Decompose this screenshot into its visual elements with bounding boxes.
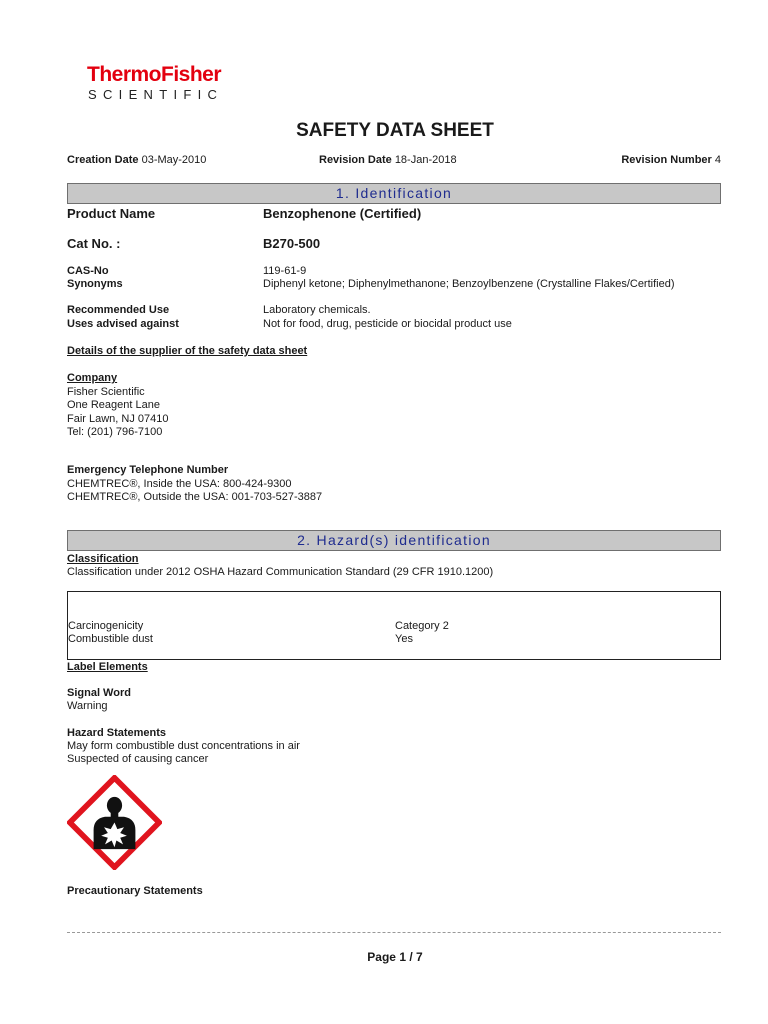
cat-no-label: Cat No. : xyxy=(67,236,121,251)
emergency-label: Emergency Telephone Number xyxy=(67,464,229,476)
hazard-category: Category 2 xyxy=(395,620,449,632)
revision-date xyxy=(319,154,457,166)
page-label: Page xyxy=(367,950,396,964)
hazard-statements-label: Hazard Statements xyxy=(67,727,167,739)
company-label: Company xyxy=(67,372,118,384)
signal-word-value: Warning xyxy=(67,700,108,712)
uses-advised-against-label: Uses advised against xyxy=(67,318,179,330)
revision-number-value: 4 xyxy=(714,154,721,166)
synonyms-label: Synonyms xyxy=(67,278,123,290)
revision-number xyxy=(621,154,721,166)
thermofisher-logo-wordmark: ThermoFisher xyxy=(87,63,222,86)
revision-number-label: Revision Number xyxy=(621,154,712,166)
hazard-class: Carcinogenicity xyxy=(68,620,144,632)
ghs-health-hazard-icon xyxy=(67,775,162,870)
product-name-value: Benzophenone (Certified) xyxy=(263,206,422,221)
hazard-statement: Suspected of causing cancer xyxy=(67,753,209,765)
classification-table xyxy=(67,591,721,660)
creation-date-value: 03-May-2010 xyxy=(141,154,207,166)
uses-advised-against-value: Not for food, drug, pesticide or biocidal product use xyxy=(263,318,512,330)
hazard-class: Combustible dust xyxy=(68,633,153,645)
signal-word-label: Signal Word xyxy=(67,687,131,699)
company-line: Fisher Scientific xyxy=(67,385,145,398)
emergency-line: CHEMTREC®, Inside the USA: 800-424-9300 xyxy=(67,477,292,490)
thermofisher-logo-subtitle: SCIENTIFIC xyxy=(88,87,224,102)
hazard-category: Yes xyxy=(395,633,413,645)
page-value: 1 / 7 xyxy=(399,950,423,964)
company-line: Fair Lawn, NJ 07410 xyxy=(67,412,169,425)
recommended-use-label: Recommended Use xyxy=(67,304,170,316)
synonyms-value: Diphenyl ketone; Diphenylmethanone; Benzoylbenzene (Crystalline Flakes/Certified) xyxy=(263,278,675,290)
label-elements-heading: Label Elements xyxy=(67,661,148,673)
recommended-use-value: Laboratory chemicals. xyxy=(263,304,371,316)
classification-text: Classification under 2012 OSHA Hazard Communication Standard (29 CFR 1910.1200) xyxy=(67,566,494,578)
footer-divider xyxy=(67,932,721,933)
cas-no-value: 119-61-9 xyxy=(263,265,307,277)
revision-date-label: Revision Date xyxy=(319,154,392,166)
creation-date xyxy=(67,154,206,166)
emergency-line: CHEMTREC®, Outside the USA: 001-703-527-3887 xyxy=(67,491,323,503)
section-1-heading: 1. Identification xyxy=(67,183,721,204)
classification-label: Classification xyxy=(67,553,139,565)
revision-date-value: 18-Jan-2018 xyxy=(394,154,457,166)
company-line: Tel: (201) 796-7100 xyxy=(67,426,163,438)
company-block xyxy=(67,372,169,440)
precautionary-statements-label: Precautionary Statements xyxy=(67,885,203,897)
page-number xyxy=(0,950,768,964)
cat-no-value: B270-500 xyxy=(263,236,321,251)
section-2-heading: 2. Hazard(s) identification xyxy=(67,530,721,551)
supplier-details-heading: Details of the supplier of the safety data sheet xyxy=(67,345,308,357)
creation-date-label: Creation Date xyxy=(67,154,139,166)
hazard-statement: May form combustible dust concentrations in air xyxy=(67,740,300,752)
company-line: One Reagent Lane xyxy=(67,399,160,411)
cas-no-label: CAS-No xyxy=(67,265,109,277)
emergency-block xyxy=(67,464,322,505)
document-title: SAFETY DATA SHEET xyxy=(296,120,494,141)
product-name-label: Product Name xyxy=(67,206,156,221)
